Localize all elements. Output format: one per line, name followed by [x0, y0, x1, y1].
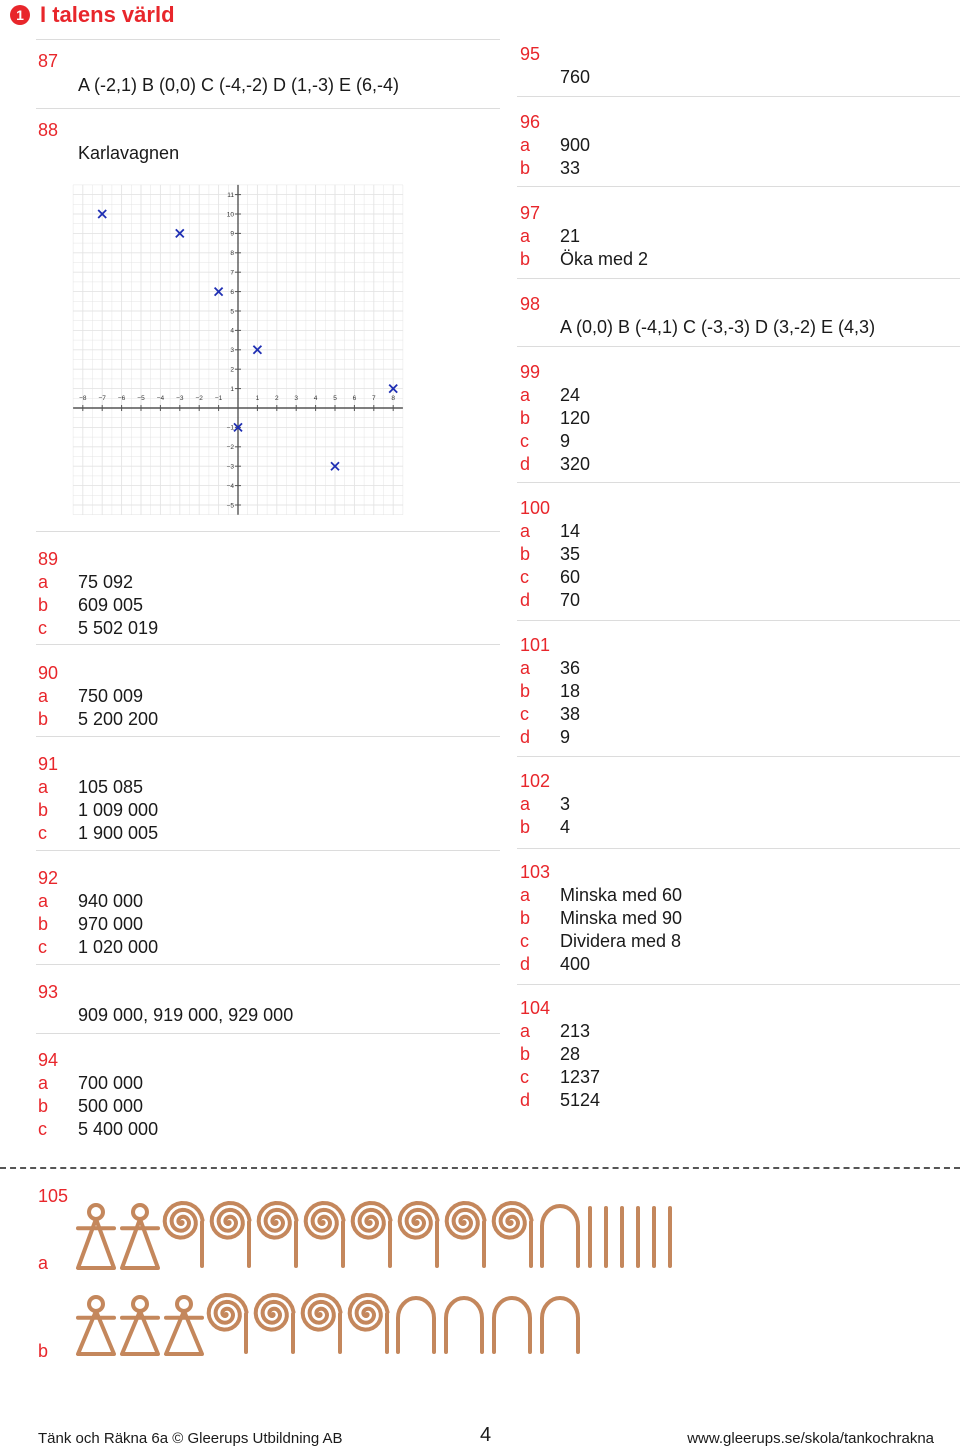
- x-tick-label: −4: [156, 395, 165, 402]
- item-label: b: [520, 408, 531, 428]
- answer-99c: 9: [560, 431, 571, 451]
- answer-87: A (-2,1) B (0,0) C (-4,-2) D (1,-3) E (6,-4): [78, 75, 400, 95]
- wire-spiral: [165, 1203, 203, 1266]
- problem-number-87: 87: [38, 51, 59, 71]
- separator: [36, 531, 500, 532]
- wire-arch: [398, 1298, 434, 1352]
- separator: [517, 620, 960, 621]
- x-tick-label: 4: [313, 395, 318, 402]
- wire-arch: [542, 1298, 578, 1352]
- answer-103b: Minska med 90: [560, 908, 683, 928]
- item-label: c: [520, 704, 529, 724]
- item-label: a: [520, 135, 531, 155]
- answer-101c: 38: [560, 704, 581, 724]
- x-tick-label: −1: [214, 395, 223, 402]
- problem-number-97: 97: [520, 203, 541, 223]
- answer-99b: 120: [560, 408, 591, 428]
- x-tick-label: 5: [333, 395, 337, 402]
- footer-url: www.gleerups.se/skola/tankochrakna: [687, 1430, 934, 1447]
- item-label: a: [520, 385, 531, 405]
- answer-103a: Minska med 60: [560, 885, 683, 905]
- row-label-b: b: [38, 1341, 49, 1361]
- problem-number-93: 93: [38, 982, 59, 1002]
- item-label: d: [520, 590, 531, 610]
- answer-100a: 14: [560, 521, 581, 541]
- y-tick-label: −5: [226, 502, 234, 510]
- wire-spiral: [259, 1203, 297, 1266]
- answer-91b: 1 009 000: [78, 800, 159, 820]
- item-label: a: [38, 572, 49, 592]
- answer-104a: 213: [560, 1021, 591, 1041]
- item-label: b: [520, 817, 531, 837]
- problem-number-92: 92: [38, 868, 59, 888]
- figure-head: [89, 1205, 103, 1219]
- answer-104d: 5124: [560, 1090, 601, 1110]
- item-label: c: [38, 937, 47, 957]
- x-tick-label: 1: [255, 395, 260, 402]
- item-label: c: [520, 931, 529, 951]
- y-tick-label: 6: [230, 288, 234, 296]
- problem-number-102: 102: [520, 771, 551, 791]
- item-label: b: [38, 800, 49, 820]
- wire-spiral: [447, 1203, 485, 1266]
- answer-99d: 320: [560, 454, 591, 474]
- answer-89b: 609 005: [78, 595, 144, 615]
- y-tick-label: 2: [230, 366, 234, 374]
- item-label: c: [38, 823, 47, 843]
- item-label: b: [520, 249, 531, 269]
- wire-figure: [122, 1205, 158, 1268]
- figure-head: [177, 1297, 191, 1311]
- x-tick-label: −7: [98, 395, 106, 402]
- answer-99a: 24: [560, 385, 581, 405]
- problem-number-89: 89: [38, 549, 59, 569]
- wire-figure: [122, 1297, 158, 1354]
- y-tick-label: −3: [226, 463, 234, 471]
- answer-95: 760: [560, 67, 591, 87]
- answer-101d: 9: [560, 727, 571, 747]
- answer-101b: 18: [560, 681, 581, 701]
- answer-91c: 1 900 005: [78, 823, 159, 843]
- y-tick-label: −1: [226, 424, 234, 432]
- x-tick-label: −3: [176, 395, 184, 402]
- item-label: d: [520, 1090, 531, 1110]
- arch-shape: [398, 1298, 434, 1352]
- spiral-coil: [400, 1203, 438, 1238]
- item-label: a: [38, 777, 49, 797]
- coordinate-graph: [78, 176, 400, 510]
- figure-head: [133, 1205, 147, 1219]
- spiral-coil: [256, 1295, 294, 1330]
- wire-spiral: [256, 1295, 294, 1352]
- item-label: a: [520, 885, 531, 905]
- x-tick-label: −2: [195, 395, 203, 402]
- item-label: d: [520, 954, 531, 974]
- wire-figure: [78, 1205, 114, 1268]
- answer-89c: 5 502 019: [78, 618, 159, 638]
- separator: [36, 964, 500, 965]
- figure-head: [89, 1297, 103, 1311]
- wire-arch: [542, 1206, 578, 1266]
- spiral-coil: [303, 1295, 341, 1330]
- y-tick-label: −2: [226, 444, 234, 452]
- wire-arch: [494, 1298, 530, 1352]
- answer-92b: 970 000: [78, 914, 144, 934]
- item-label: a: [38, 1073, 49, 1093]
- wire-spiral: [350, 1295, 388, 1352]
- item-label: a: [38, 891, 49, 911]
- separator: [36, 850, 500, 851]
- wire-spiral: [303, 1295, 341, 1352]
- answer-89a: 75 092: [78, 572, 134, 592]
- item-label: c: [38, 618, 47, 638]
- answer-92a: 940 000: [78, 891, 144, 911]
- x-tick-label: 2: [274, 395, 279, 402]
- wire-spiral: [494, 1203, 532, 1266]
- answer-104c: 1237: [560, 1067, 601, 1087]
- wire-spiral: [212, 1203, 250, 1266]
- answer-96a: 900: [560, 135, 591, 155]
- y-tick-label: 10: [226, 211, 234, 219]
- answer-90b: 5 200 200: [78, 709, 159, 729]
- answer-94c: 5 400 000: [78, 1119, 159, 1139]
- dashed-divider: [0, 1167, 960, 1169]
- problem-number-90: 90: [38, 663, 59, 683]
- item-label: a: [520, 658, 531, 678]
- problem-number-98: 98: [520, 294, 541, 314]
- item-label: b: [520, 908, 531, 928]
- y-tick-label: 3: [230, 347, 234, 355]
- y-tick-label: 4: [230, 327, 234, 335]
- x-tick-label: −6: [117, 395, 126, 402]
- answer-98: A (0,0) B (-4,1) C (-3,-3) D (3,-2) E (4,3): [560, 317, 876, 337]
- separator: [517, 482, 960, 483]
- problem-number-100: 100: [520, 498, 551, 518]
- y-tick-label: −4: [226, 482, 234, 490]
- item-label: a: [520, 1021, 531, 1041]
- answer-92c: 1 020 000: [78, 937, 159, 957]
- footer-publisher: Tänk och Räkna 6a © Gleerups Utbildning AB: [38, 1430, 343, 1447]
- item-label: b: [38, 914, 49, 934]
- item-label: b: [520, 158, 531, 178]
- y-tick-label: 8: [230, 250, 234, 258]
- separator: [517, 278, 960, 279]
- wire-figure: [78, 1297, 114, 1354]
- item-label: b: [520, 1044, 531, 1064]
- item-label: b: [520, 681, 531, 701]
- arch-shape: [446, 1298, 482, 1352]
- separator: [517, 346, 960, 347]
- separator: [517, 984, 960, 985]
- item-label: b: [38, 595, 49, 615]
- spiral-coil: [209, 1295, 247, 1330]
- problem-number-88: 88: [38, 120, 59, 140]
- separator: [36, 736, 500, 737]
- problem-number-104: 104: [520, 998, 551, 1018]
- x-tick-label: −5: [137, 395, 145, 402]
- item-label: d: [520, 454, 531, 474]
- wire-pattern-row-b: [74, 1292, 594, 1362]
- y-tick-label: 11: [227, 191, 234, 199]
- item-label: a: [520, 226, 531, 246]
- wire-pattern-row-a: [74, 1200, 734, 1276]
- wire-spiral: [400, 1203, 438, 1266]
- wire-spiral: [209, 1295, 247, 1352]
- y-axis-ticks: [227, 192, 241, 509]
- answer-100b: 35: [560, 544, 581, 564]
- answer-103c: Dividera med 8: [560, 931, 682, 951]
- item-label: b: [38, 709, 49, 729]
- spiral-coil: [259, 1203, 297, 1238]
- item-label: d: [520, 727, 531, 747]
- answer-100c: 60: [560, 567, 581, 587]
- problem-number-96: 96: [520, 112, 541, 132]
- item-label: c: [520, 1067, 529, 1087]
- problem-number-105: 105: [38, 1186, 69, 1206]
- separator: [36, 108, 500, 109]
- answer-94b: 500 000: [78, 1096, 144, 1116]
- arch-shape: [542, 1298, 578, 1352]
- answer-101a: 36: [560, 658, 581, 678]
- spiral-coil: [165, 1203, 203, 1238]
- spiral-coil: [212, 1203, 250, 1238]
- problem-number-94: 94: [38, 1050, 59, 1070]
- answer-97a: 21: [560, 226, 581, 246]
- x-tick-label: −8: [79, 395, 87, 402]
- spiral-coil: [350, 1295, 388, 1330]
- spiral-coil: [306, 1203, 344, 1238]
- item-label: c: [38, 1119, 47, 1139]
- answer-104b: 28: [560, 1044, 581, 1064]
- y-tick-label: 9: [230, 230, 234, 238]
- y-tick-label: 5: [230, 308, 234, 316]
- answer-103d: 400: [560, 954, 591, 974]
- spiral-coil: [447, 1203, 485, 1238]
- spiral-coil: [494, 1203, 532, 1238]
- y-tick-label: 1: [230, 385, 234, 393]
- footer-page-number: 4: [480, 1424, 492, 1446]
- answer-100d: 70: [560, 590, 581, 610]
- separator: [517, 96, 960, 97]
- item-label: a: [520, 794, 531, 814]
- problem-number-103: 103: [520, 862, 551, 882]
- answer-94a: 700 000: [78, 1073, 144, 1093]
- separator: [517, 848, 960, 849]
- item-label: b: [520, 544, 531, 564]
- item-label: c: [520, 431, 529, 451]
- x-tick-label: 6: [352, 395, 357, 402]
- answer-102b: 4: [560, 817, 571, 837]
- x-tick-label: 8: [391, 395, 396, 402]
- separator: [36, 39, 500, 40]
- problem-number-101: 101: [520, 635, 551, 655]
- wire-figure: [166, 1297, 202, 1354]
- separator: [517, 756, 960, 757]
- chapter-header: [10, 2, 175, 28]
- item-label: a: [38, 686, 49, 706]
- figure-head: [133, 1297, 147, 1311]
- spiral-coil: [353, 1203, 391, 1238]
- answer-97b: Öka med 2: [560, 249, 649, 269]
- y-tick-label: 7: [230, 269, 234, 277]
- answer-93: 909 000, 919 000, 929 000: [78, 1005, 294, 1025]
- x-tick-label: 7: [371, 395, 376, 402]
- wire-spiral: [306, 1203, 344, 1266]
- problem-number-99: 99: [520, 362, 541, 382]
- row-label-a: a: [38, 1253, 49, 1273]
- separator: [517, 186, 960, 187]
- wire-arch: [446, 1298, 482, 1352]
- problem-number-91: 91: [38, 754, 59, 774]
- answer-91a: 105 085: [78, 777, 144, 797]
- x-tick-label: 3: [294, 395, 299, 402]
- item-label: b: [38, 1096, 49, 1116]
- problem-number-95: 95: [520, 44, 541, 64]
- separator: [36, 1033, 500, 1034]
- item-label: a: [520, 521, 531, 541]
- separator: [36, 644, 500, 645]
- answer-90a: 750 009: [78, 686, 144, 706]
- wire-spiral: [353, 1203, 391, 1266]
- arch-shape: [542, 1206, 578, 1266]
- chapter-title: I talens värld: [40, 2, 175, 27]
- answer-88: Karlavagnen: [78, 143, 180, 163]
- arch-shape: [494, 1298, 530, 1352]
- answer-102a: 3: [560, 794, 571, 814]
- item-label: c: [520, 567, 529, 587]
- chapter-number-badge: 1: [10, 5, 30, 25]
- answer-96b: 33: [560, 158, 581, 178]
